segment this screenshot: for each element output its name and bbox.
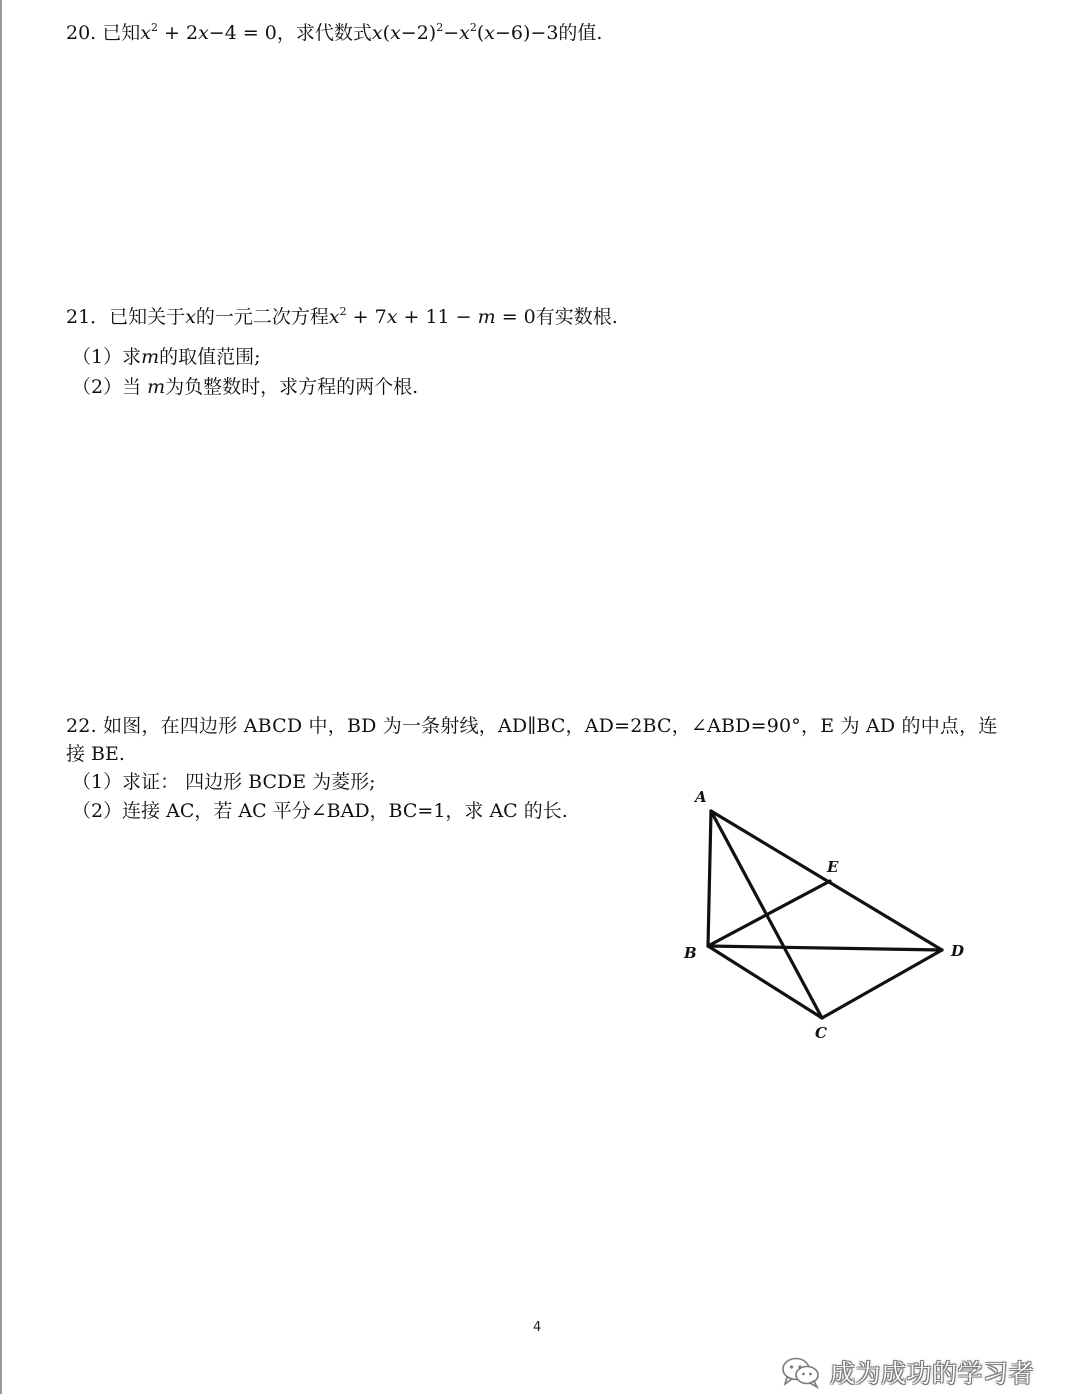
question-22-part-2: （2）连接 AC，若 AC 平分∠BAD，BC=1，求 AC 的长. — [72, 800, 568, 822]
quadrilateral-diagram — [676, 782, 976, 1044]
math-var: x — [140, 22, 151, 44]
segment-bd — [708, 946, 942, 950]
math-exponent: 2 — [436, 21, 444, 34]
math-text: −4 = 0 — [208, 22, 277, 44]
vertex-label-e: E — [827, 858, 839, 876]
segment-be — [708, 881, 830, 946]
q21-part2-text: （2）当 — [72, 376, 148, 398]
q20-label: 20. 已知 — [66, 22, 141, 44]
math-text: − — [443, 22, 460, 44]
math-text: ( — [382, 22, 391, 44]
question-22-continued: 接 BE. — [66, 743, 125, 765]
math-var: x — [390, 22, 401, 44]
math-exponent: 2 — [150, 21, 158, 34]
q21-part1-text: 的取值范围; — [159, 346, 261, 368]
q20-text: ，求代数式 — [276, 22, 372, 44]
question-22-part-1: （1）求证： 四边形 BCDE 为菱形; — [72, 771, 376, 793]
geometry-figure — [676, 782, 976, 1044]
math-var: m — [141, 346, 160, 368]
wechat-icon — [780, 1355, 822, 1389]
math-text: = 0 — [495, 306, 536, 328]
segment-ab — [708, 811, 711, 946]
page-left-border — [0, 0, 2, 1394]
math-var: m — [147, 376, 166, 398]
math-var: x — [185, 306, 196, 328]
math-exponent: 2 — [469, 21, 477, 34]
math-text: + 7 — [346, 306, 387, 328]
vertex-label-c: C — [815, 1024, 827, 1042]
math-var: m — [477, 306, 496, 328]
math-text: −3 — [530, 22, 559, 44]
vertex-label-b: B — [684, 944, 697, 962]
math-var: x — [484, 22, 495, 44]
question-21-part-1 — [72, 344, 261, 370]
question-21-part-2 — [72, 374, 418, 400]
question-20 — [66, 20, 602, 46]
watermark-text: 成为成功的学习者 — [830, 1359, 1035, 1388]
segment-cd — [822, 950, 942, 1018]
q21-text: 的一元二次方程 — [195, 306, 329, 328]
math-var: x — [459, 22, 470, 44]
q21-part1-text: （1）求 — [72, 346, 142, 368]
q21-text: 有实数根. — [535, 306, 618, 328]
segment-bc — [708, 946, 822, 1018]
page-number: 4 — [533, 1320, 542, 1335]
math-text: −2) — [400, 22, 437, 44]
math-var: x — [328, 306, 340, 328]
math-var: x — [198, 22, 209, 44]
segment-ad — [711, 811, 942, 950]
math-text: + 11 − — [397, 306, 478, 328]
question-22: 22. 如图，在四边形 ABCD 中，BD 为一条射线，AD∥BC，AD=2BC，∠ABD=90°，E 为 AD 的中点，连 — [66, 715, 998, 737]
math-text: + 2 — [157, 22, 199, 44]
math-text: ( — [476, 22, 485, 44]
question-21 — [66, 304, 618, 330]
watermark — [780, 1353, 1034, 1391]
math-text: −6) — [494, 22, 531, 44]
math-exponent: 2 — [339, 305, 347, 318]
q21-part2-text: 为负整数时，求方程的两个根. — [165, 376, 419, 398]
math-var: x — [386, 306, 398, 328]
q21-label: 21．已知关于 — [66, 306, 186, 328]
q20-text: 的值. — [558, 22, 603, 44]
vertex-label-a: A — [695, 788, 707, 806]
vertex-label-d: D — [951, 942, 965, 960]
math-var: x — [371, 22, 383, 44]
